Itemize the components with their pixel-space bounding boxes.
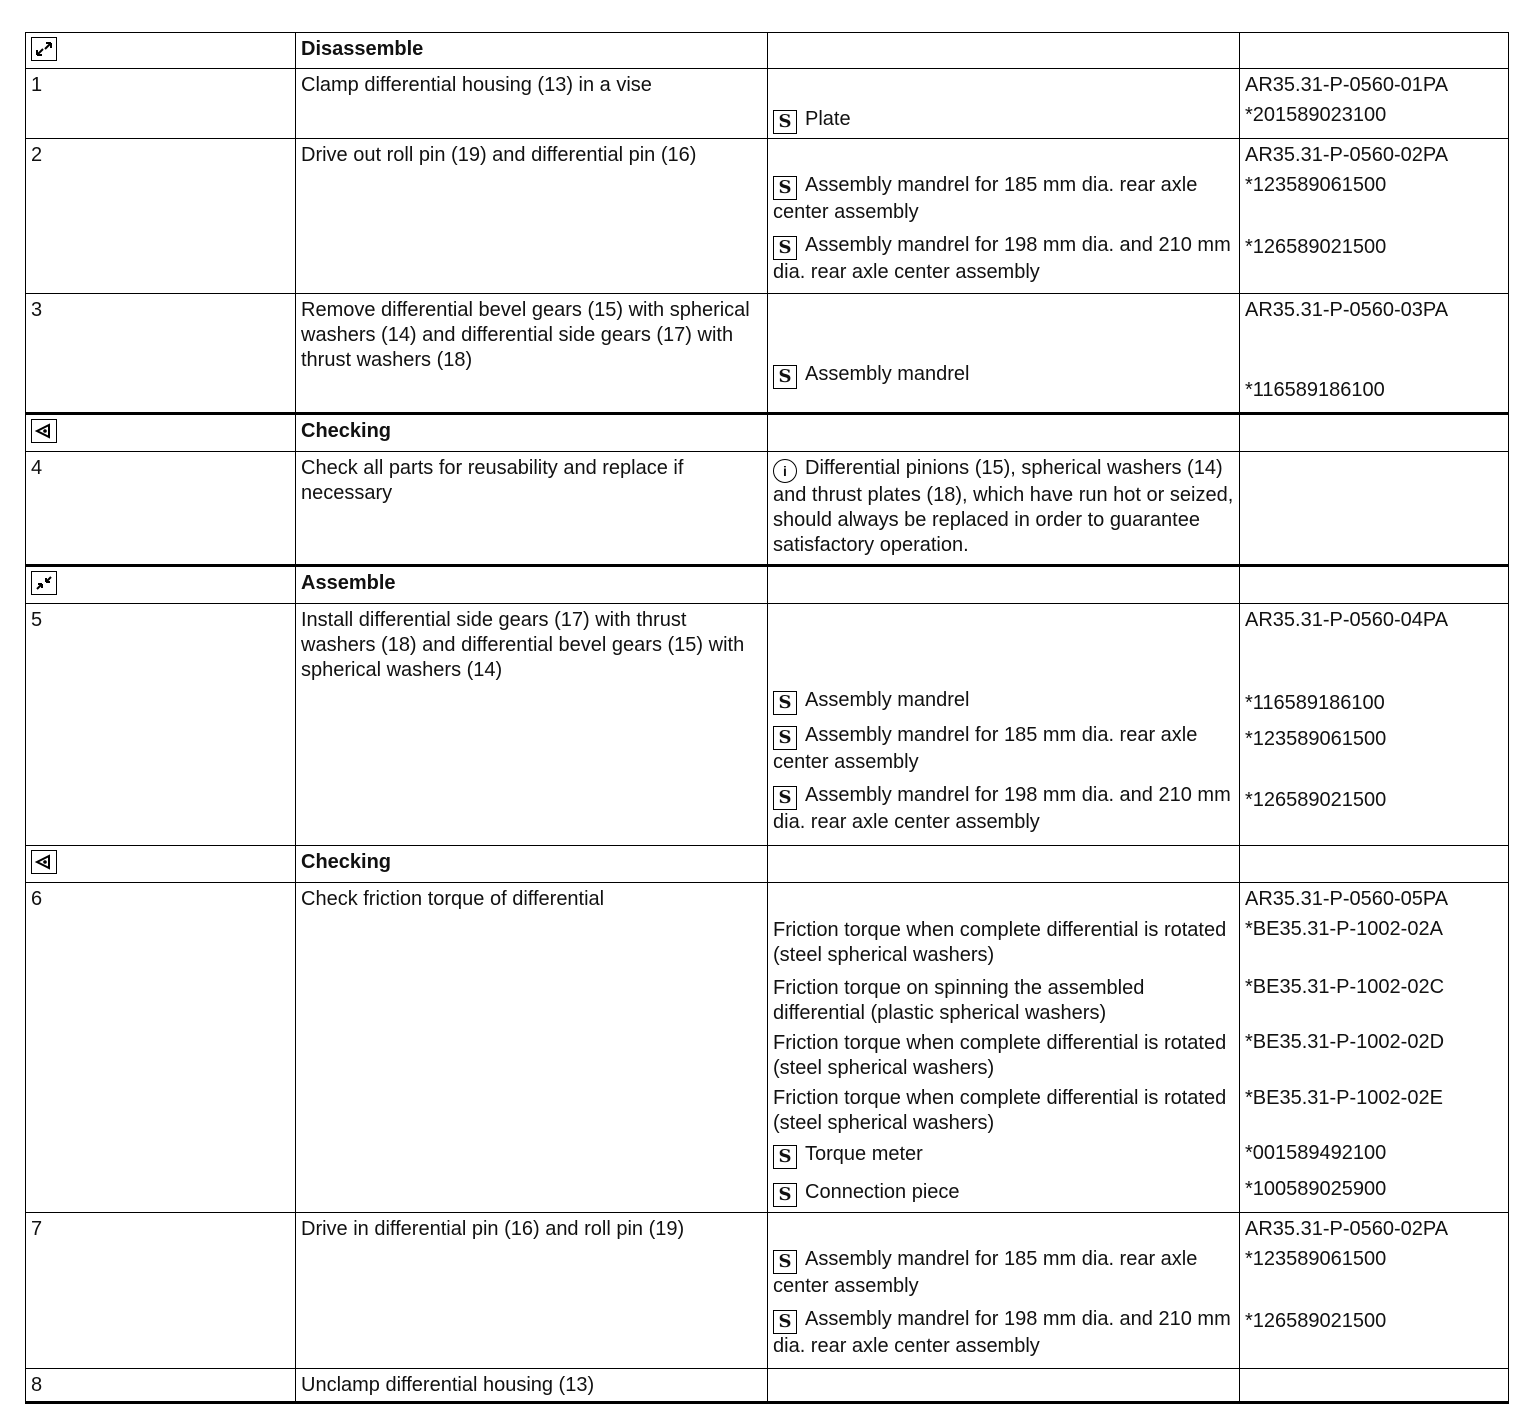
tool-item: S Plate bbox=[773, 107, 1234, 134]
step-number: 7 bbox=[26, 1213, 296, 1368]
tool-code: *126589021500 bbox=[1245, 1310, 1387, 1332]
step-text: Unclamp differential housing (13) bbox=[296, 1369, 768, 1401]
disassemble-arrows-icon bbox=[31, 37, 57, 61]
step-text: Install differential side gears (17) with thrust washers (18) and differential bevel gears (15) with spherical washers (14) bbox=[296, 604, 768, 845]
tool-item: S Torque meter bbox=[773, 1142, 1234, 1169]
step-row-1 bbox=[25, 69, 1509, 139]
section-title: Assemble bbox=[296, 567, 768, 603]
spec-item: Friction torque on spinning the assembled differential (plastic spherical washers) bbox=[773, 977, 1145, 1024]
special-tool-icon: S bbox=[773, 365, 797, 389]
document-reference[interactable]: AR35.31-P-0560-02PA bbox=[1245, 1218, 1449, 1240]
special-tool-icon: S bbox=[773, 176, 797, 200]
section-title: Disassemble bbox=[296, 33, 768, 69]
step-row-2 bbox=[25, 139, 1509, 294]
section-row-assemble bbox=[25, 567, 1509, 604]
tool-item: S Assembly mandrel bbox=[773, 688, 1234, 715]
step-row-5 bbox=[25, 604, 1509, 846]
special-tool-icon: S bbox=[773, 726, 797, 750]
tool-code: *123589061500 bbox=[1245, 174, 1387, 196]
spec-item: Friction torque when complete differential is rotated (steel spherical washers) bbox=[773, 1087, 1227, 1134]
step-text: Check friction torque of differential bbox=[296, 883, 768, 1212]
spec-code[interactable]: *BE35.31-P-1002-02C bbox=[1245, 976, 1445, 998]
checking-triangle-icon bbox=[31, 850, 57, 874]
step-row-8 bbox=[25, 1369, 1509, 1404]
spec-code[interactable]: *BE35.31-P-1002-02D bbox=[1245, 1031, 1445, 1053]
tool-item: S Assembly mandrel for 185 mm dia. rear axle center assembly bbox=[773, 724, 1198, 773]
document-reference[interactable]: AR35.31-P-0560-01PA bbox=[1245, 74, 1449, 96]
step-number: 6 bbox=[26, 883, 296, 1212]
tool-code: *123589061500 bbox=[1245, 728, 1387, 750]
special-tool-icon: S bbox=[773, 1250, 797, 1274]
step-text: Drive out roll pin (19) and differential pin (16) bbox=[296, 139, 768, 293]
special-tool-icon: S bbox=[773, 786, 797, 810]
spec-item: Friction torque when complete differential is rotated (steel spherical washers) bbox=[773, 1032, 1227, 1079]
step-text: Clamp differential housing (13) in a vise bbox=[296, 69, 768, 138]
tool-item: S Connection piece bbox=[773, 1180, 1234, 1207]
step-text: Remove differential bevel gears (15) with spherical washers (14) and differential side gears (17) with thrust washers (18) bbox=[296, 294, 768, 412]
section-title: Checking bbox=[296, 846, 768, 882]
note-item: i Differential pinions (15), spherical washers (14) and thrust plates (18), which have run hot or seized, should always be replaced in order to guarantee satisfactory operation. bbox=[773, 457, 1234, 556]
special-tool-icon: S bbox=[773, 110, 797, 134]
special-tool-icon: S bbox=[773, 1183, 797, 1207]
section-row-disassemble bbox=[25, 32, 1509, 69]
step-row-6 bbox=[25, 883, 1509, 1213]
step-number: 2 bbox=[26, 139, 296, 293]
document-reference[interactable]: AR35.31-P-0560-02PA bbox=[1245, 144, 1449, 166]
step-row-7 bbox=[25, 1213, 1509, 1369]
section-title: Checking bbox=[296, 415, 768, 451]
document-reference[interactable]: AR35.31-P-0560-04PA bbox=[1245, 609, 1449, 631]
special-tool-icon: S bbox=[773, 1310, 797, 1334]
step-row-3 bbox=[25, 294, 1509, 415]
tool-code: *123589061500 bbox=[1245, 1248, 1387, 1270]
document-reference[interactable]: AR35.31-P-0560-03PA bbox=[1245, 299, 1449, 321]
step-number: 4 bbox=[26, 452, 296, 564]
step-number: 5 bbox=[26, 604, 296, 845]
step-number: 8 bbox=[26, 1369, 296, 1401]
spec-item: Friction torque when complete differential is rotated (steel spherical washers) bbox=[773, 919, 1227, 966]
tool-item: S Assembly mandrel for 198 mm dia. and 210 mm dia. rear axle center assembly bbox=[773, 784, 1231, 833]
document-reference[interactable]: AR35.31-P-0560-05PA bbox=[1245, 888, 1449, 910]
tool-code: *001589492100 bbox=[1245, 1142, 1387, 1164]
special-tool-icon: S bbox=[773, 1145, 797, 1169]
tool-item: S Assembly mandrel for 185 mm dia. rear axle center assembly bbox=[773, 1248, 1198, 1297]
note-icon: i bbox=[773, 459, 797, 483]
tool-code: *116589186100 bbox=[1245, 379, 1385, 401]
tool-code: *100589025900 bbox=[1245, 1178, 1387, 1200]
procedure-table bbox=[25, 32, 1509, 1404]
tool-item: S Assembly mandrel bbox=[773, 362, 1234, 389]
step-number: 1 bbox=[26, 69, 296, 138]
spec-code[interactable]: *BE35.31-P-1002-02A bbox=[1245, 918, 1443, 940]
section-row-checking bbox=[25, 415, 1509, 452]
step-row-4 bbox=[25, 452, 1509, 567]
tool-code: *126589021500 bbox=[1245, 789, 1387, 811]
tool-code: *126589021500 bbox=[1245, 236, 1387, 258]
tool-code: *201589023100 bbox=[1245, 104, 1387, 126]
assemble-arrows-icon bbox=[31, 571, 57, 595]
step-text: Drive in differential pin (16) and roll pin (19) bbox=[296, 1213, 768, 1368]
section-row-checking bbox=[25, 846, 1509, 883]
checking-triangle-icon bbox=[31, 419, 57, 443]
tool-item: S Assembly mandrel for 198 mm dia. and 210 mm dia. rear axle center assembly bbox=[773, 234, 1231, 283]
spec-code[interactable]: *BE35.31-P-1002-02E bbox=[1245, 1087, 1443, 1109]
step-text: Check all parts for reusability and replace if necessary bbox=[296, 452, 768, 564]
special-tool-icon: S bbox=[773, 691, 797, 715]
tool-item: S Assembly mandrel for 185 mm dia. rear axle center assembly bbox=[773, 174, 1198, 223]
special-tool-icon: S bbox=[773, 236, 797, 260]
step-number: 3 bbox=[26, 294, 296, 412]
tool-code: *116589186100 bbox=[1245, 692, 1385, 714]
tool-item: S Assembly mandrel for 198 mm dia. and 210 mm dia. rear axle center assembly bbox=[773, 1308, 1231, 1357]
